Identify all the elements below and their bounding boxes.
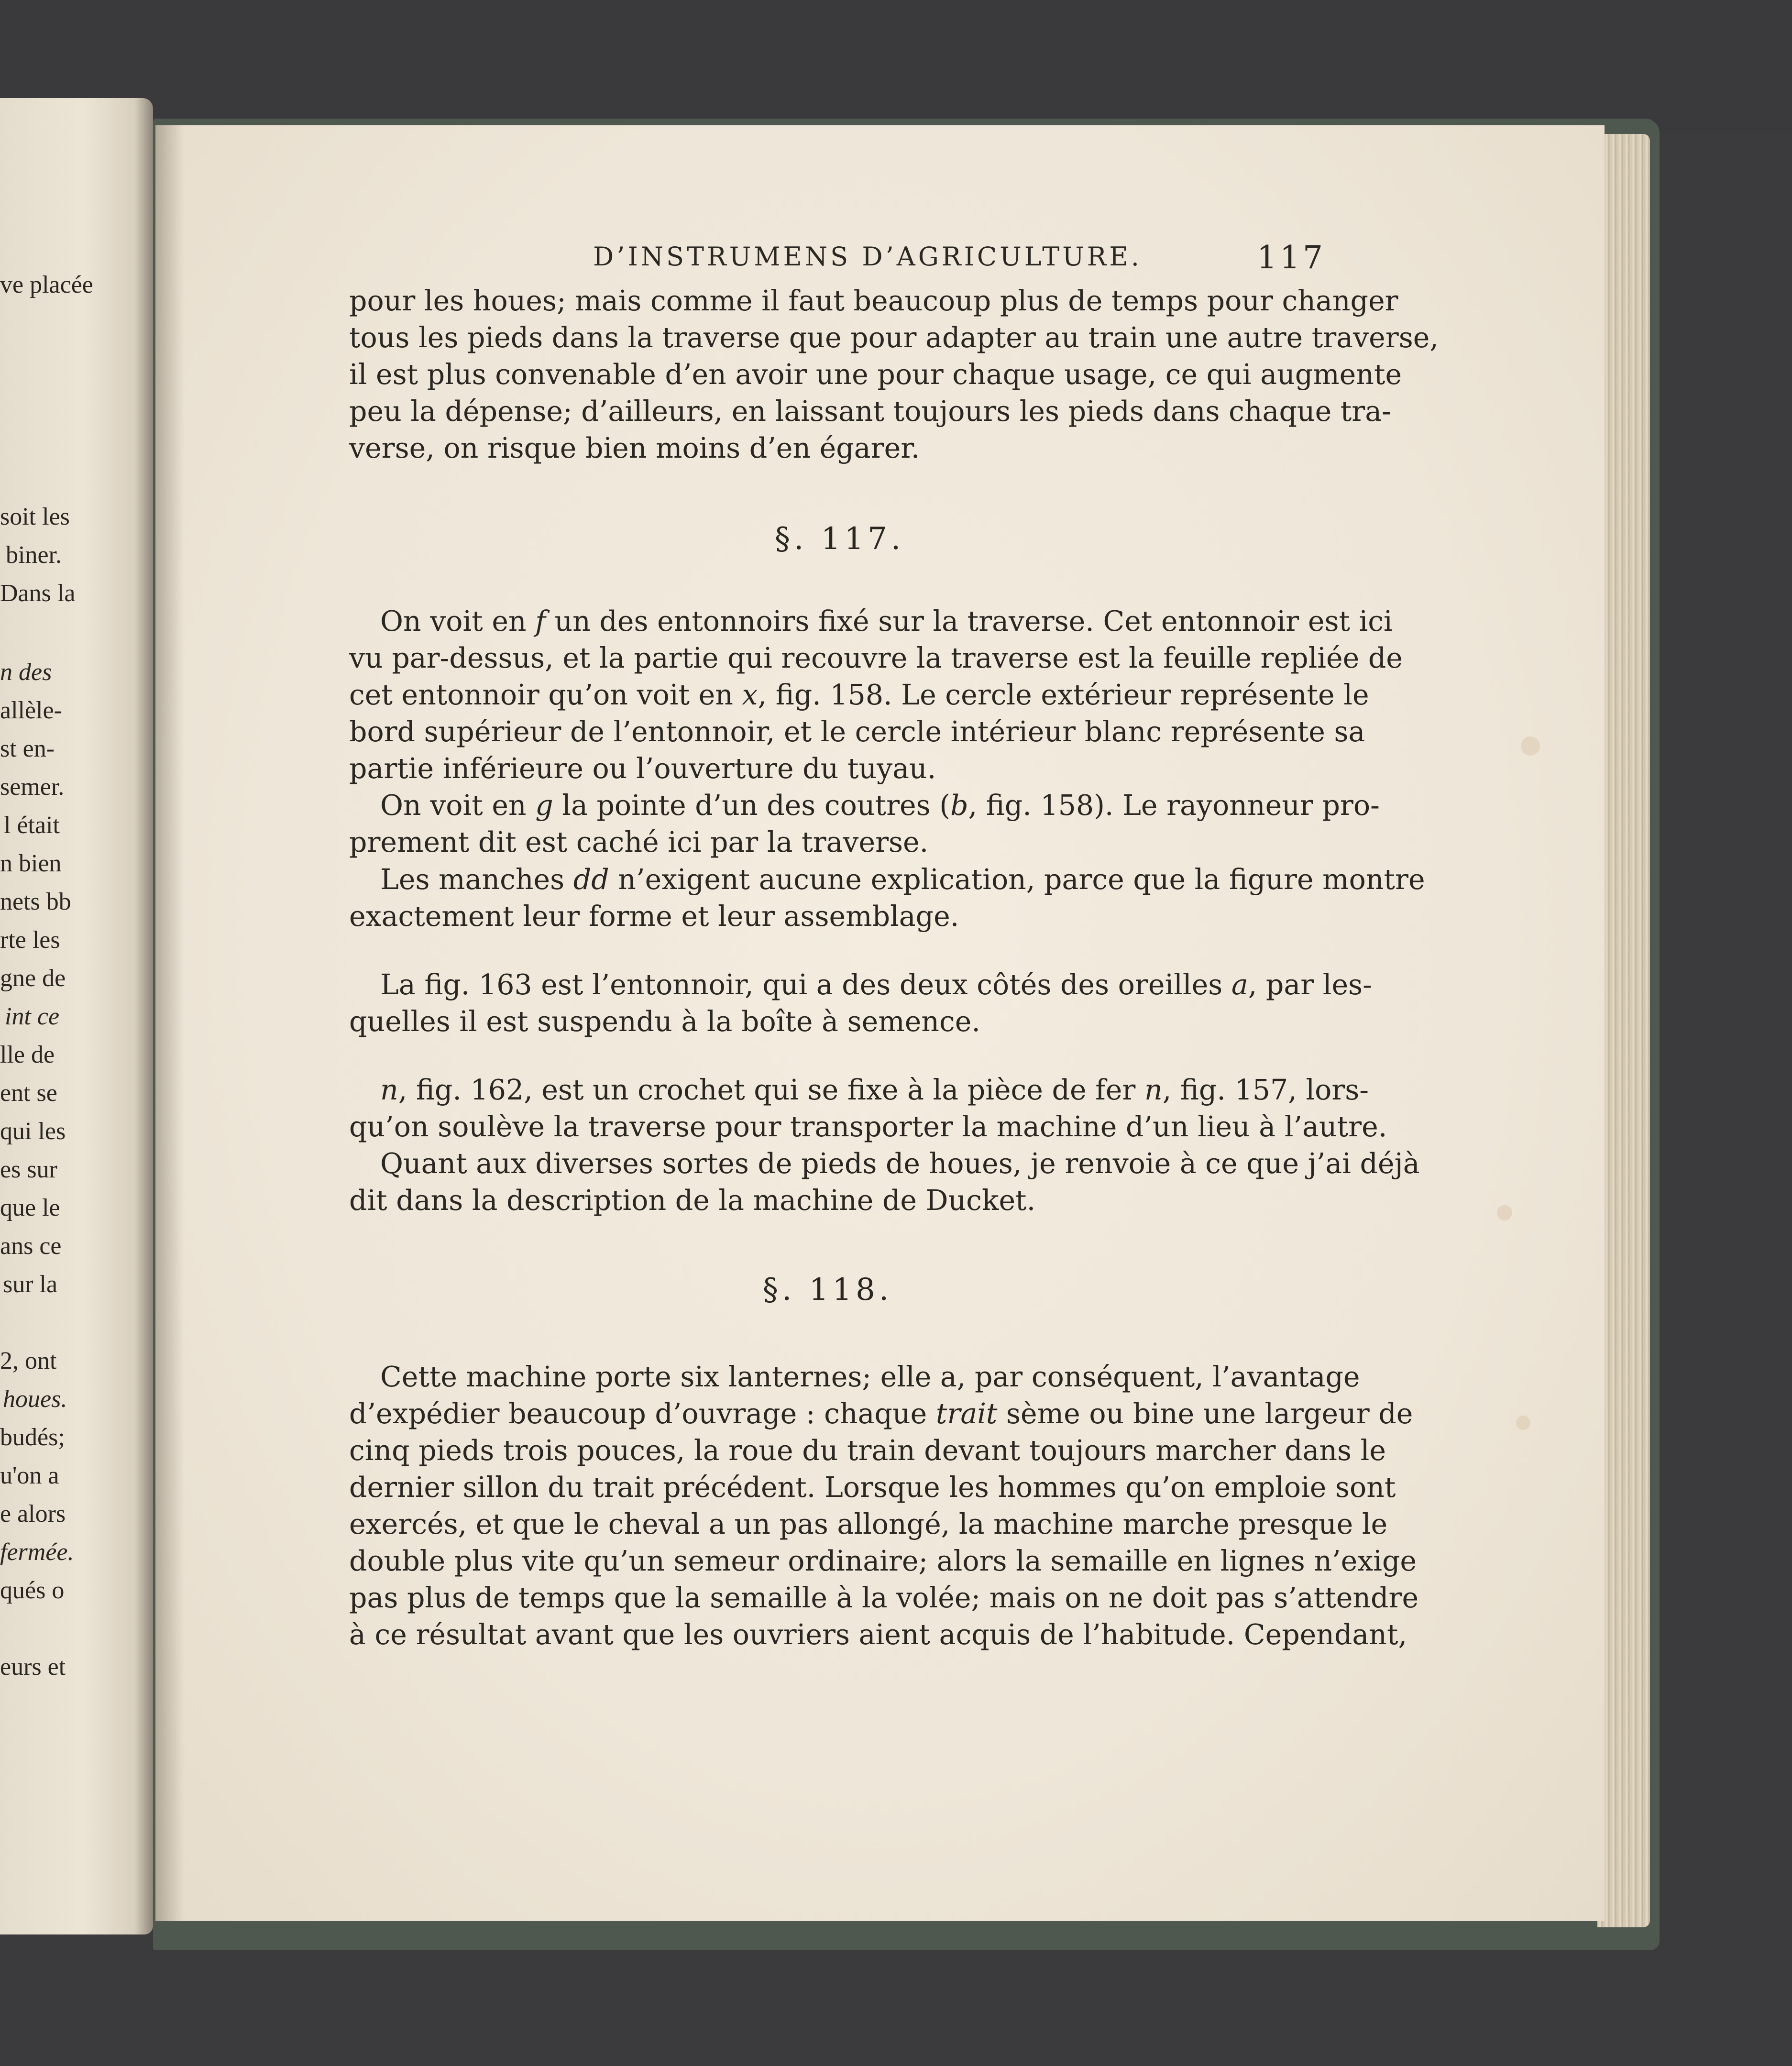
text-line xyxy=(380,968,1372,1001)
left-page-line: fermée. xyxy=(0,1539,74,1566)
text-run: , fig. 162, est un crochet qui se fixe à la pièce de fer xyxy=(398,1074,1144,1106)
figure-variable: n xyxy=(1144,1074,1163,1106)
left-page-line: n des xyxy=(0,659,52,686)
left-page-line: rte les xyxy=(0,926,60,954)
left-page-line: ve placée xyxy=(0,271,93,298)
left-page-line: gne de xyxy=(0,965,66,992)
text-run: On voit en xyxy=(380,605,536,637)
text-line: pas plus de temps que la semaille à la volée; mais on ne doit pas s’attendre xyxy=(349,1582,1419,1614)
paper-stain xyxy=(1497,1205,1512,1220)
text-run: d’expédier beaucoup d’ouvrage : chaque xyxy=(349,1397,936,1430)
left-page-line: qués o xyxy=(0,1577,65,1604)
section-heading: §. 117. xyxy=(775,521,905,557)
left-facing-page xyxy=(0,98,153,1934)
left-page-line: eurs et xyxy=(0,1653,66,1681)
text-line: double plus vite qu’un semeur ordinaire; alors la semaille en lignes n’exige xyxy=(349,1545,1417,1577)
left-page-line: nets bb xyxy=(0,888,71,915)
left-page-line: ent se xyxy=(0,1079,57,1107)
left-page-line: Dans la xyxy=(0,580,76,607)
figure-variable: f xyxy=(535,605,546,637)
text-line: prement dit est caché ici par la traverse. xyxy=(349,826,929,858)
text-run: , fig. 158). Le rayonneur pro- xyxy=(968,789,1380,822)
text-run: cet entonnoir qu’on voit en xyxy=(349,679,742,711)
text-line xyxy=(380,789,1380,822)
text-run: un des entonnoirs fixé sur la traverse. Cet entonnoir est ici xyxy=(545,605,1393,637)
text-run: La fig. 163 est l’entonnoir, qui a des deux côtés des oreilles xyxy=(380,968,1231,1001)
text-line: exercés, et que le cheval a un pas allongé, la machine marche presque le xyxy=(349,1508,1388,1540)
running-head: D’INSTRUMENS D’AGRICULTURE. xyxy=(593,242,1142,272)
text-line: qu’on soulève la traverse pour transporter la machine d’un lieu à l’autre. xyxy=(349,1110,1387,1143)
left-page-line: e alors xyxy=(0,1500,66,1528)
left-page-line: lle de xyxy=(0,1041,55,1068)
text-line: exactement leur forme et leur assemblage. xyxy=(349,900,959,933)
figure-variable: a xyxy=(1231,968,1248,1001)
text-run: sème ou bine une largeur de xyxy=(997,1397,1413,1430)
text-run: , fig. 157, lors- xyxy=(1162,1074,1369,1106)
text-run: Les manches xyxy=(380,863,573,896)
left-page-line: que le xyxy=(0,1194,60,1221)
text-line: tous les pieds dans la traverse que pour adapter au train une autre traverse, xyxy=(349,321,1439,354)
text-line: vu par-dessus, et la partie qui recouvre la traverse est la feuille repliée de xyxy=(349,642,1403,674)
text-run: , par les- xyxy=(1248,968,1372,1001)
left-page-line: semer. xyxy=(0,773,65,801)
text-line xyxy=(380,1074,1369,1106)
text-line: à ce résultat avant que les ouvriers aient acquis de l’habitude. Cependant, xyxy=(349,1618,1407,1651)
left-page-line: 2, ont xyxy=(0,1347,57,1374)
left-page-line: biner. xyxy=(6,541,62,569)
paper-stain xyxy=(1521,736,1540,756)
left-page-line: allèle- xyxy=(0,697,62,724)
left-page-line: houes. xyxy=(3,1385,67,1413)
text-run: n’exigent aucune explication, parce que la figure montre xyxy=(609,863,1425,896)
left-page-line: budés; xyxy=(0,1424,65,1451)
left-page-line: qui les xyxy=(0,1118,66,1145)
left-page-line: es sur xyxy=(0,1156,57,1183)
text-line: pour les houes; mais comme il faut beaucoup plus de temps pour changer xyxy=(349,285,1398,317)
gutter-shadow xyxy=(155,125,184,1921)
text-line: Quant aux diverses sortes de pieds de houes, je renvoie à ce que j’ai déjà xyxy=(380,1147,1420,1180)
text-line: verse, on risque bien moins d’en égarer. xyxy=(349,432,920,464)
text-line: peu la dépense; d’ailleurs, en laissant toujours les pieds dans chaque tra- xyxy=(349,395,1391,428)
left-page-line: l était xyxy=(4,812,60,839)
text-line: bord supérieur de l’entonnoir, et le cercle intérieur blanc représente sa xyxy=(349,715,1365,748)
text-run: la pointe d’un des coutres ( xyxy=(553,789,951,822)
figure-variable: dd xyxy=(573,863,609,896)
page-number: 117 xyxy=(1257,239,1326,276)
left-page-line: n bien xyxy=(0,850,62,877)
text-line: dernier sillon du trait précédent. Lorsque les hommes qu’on emploie sont xyxy=(349,1471,1396,1504)
left-page-line: u'on a xyxy=(0,1462,59,1489)
left-page-line: sur la xyxy=(3,1271,58,1298)
emphasis-term: trait xyxy=(935,1397,998,1430)
text-line: Cette machine porte six lanternes; elle a, par conséquent, l’avantage xyxy=(380,1361,1360,1393)
figure-variable: g xyxy=(535,789,553,822)
text-line xyxy=(380,863,1425,896)
text-line: dit dans la description de la machine de Ducket. xyxy=(349,1184,1036,1217)
figure-variable: b xyxy=(950,789,968,822)
scanner-background xyxy=(0,0,1792,134)
text-line xyxy=(349,679,1369,711)
text-line xyxy=(380,605,1393,637)
text-line: partie inférieure ou l’ouverture du tuyau. xyxy=(349,752,936,785)
left-page-line: soit les xyxy=(0,503,70,530)
paper-stain xyxy=(1516,1416,1530,1430)
text-line: il est plus convenable d’en avoir une pour chaque usage, ce qui augmente xyxy=(349,358,1402,391)
text-run: , fig. 158. Le cercle extérieur représente le xyxy=(758,679,1369,711)
text-line: cinq pieds trois pouces, la roue du train devant toujours marcher dans le xyxy=(349,1434,1386,1467)
text-line xyxy=(349,1397,1413,1430)
left-page-line: ans ce xyxy=(0,1232,62,1260)
text-line: quelles il est suspendu à la boîte à semence. xyxy=(349,1005,980,1038)
left-page-line: int ce xyxy=(5,1003,60,1030)
figure-variable: x xyxy=(742,679,758,711)
left-page-line: st en- xyxy=(0,735,55,762)
text-run: On voit en xyxy=(380,789,536,822)
section-heading: §. 118. xyxy=(763,1272,893,1308)
figure-variable: n xyxy=(380,1074,398,1106)
page-stack-edges xyxy=(1597,134,1650,1927)
